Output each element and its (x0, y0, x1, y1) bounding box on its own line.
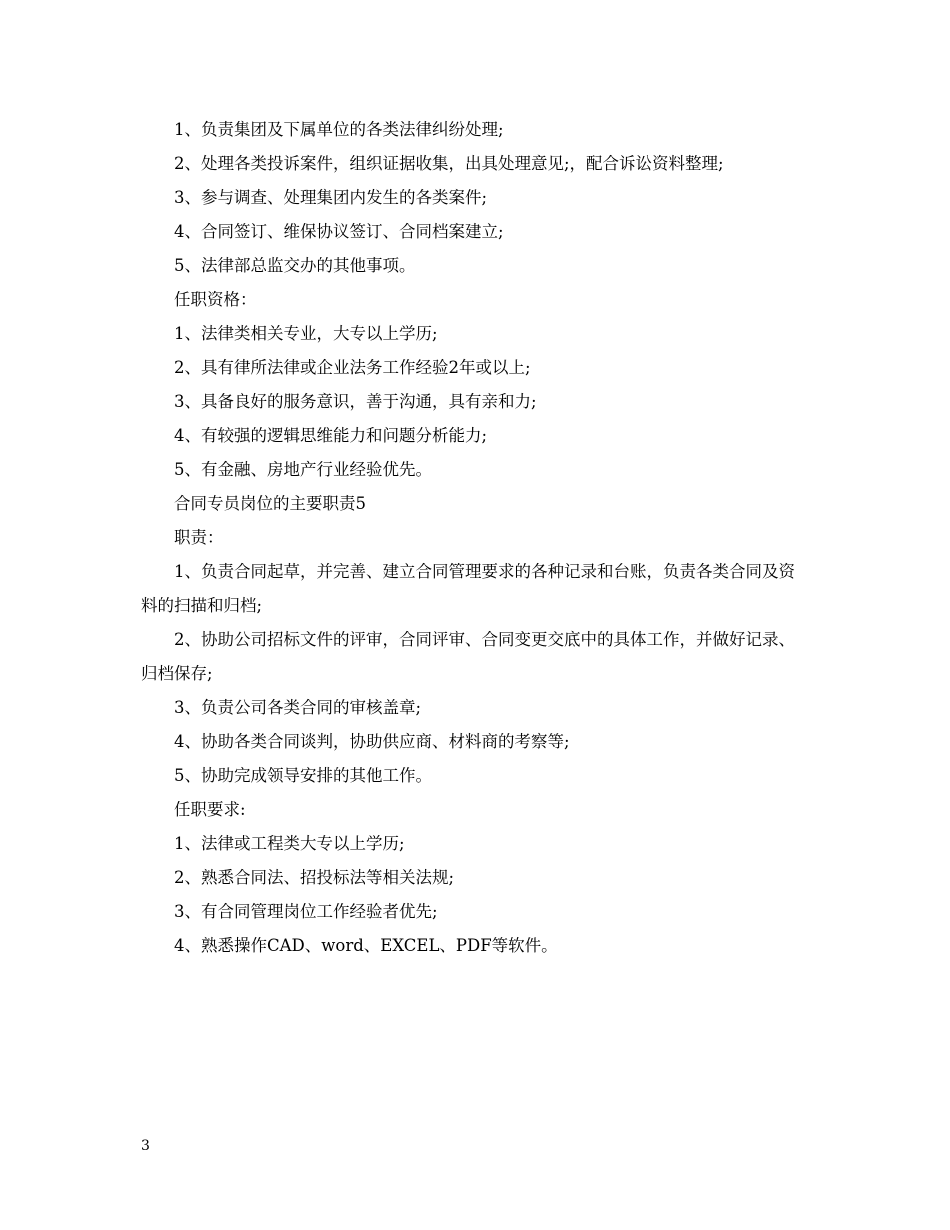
paragraph: 1、法律类相关专业，大专以上学历; (174, 324, 438, 343)
page-number: 3 (141, 1138, 150, 1154)
paragraph: 1、负责合同起草，并完善、建立合同管理要求的各种记录和台账，负责各类合同及资料的扫描和归档; (141, 562, 795, 615)
paragraph: 3、负责公司各类合同的审核盖章; (174, 698, 422, 717)
paragraph: 1、法律或工程类大专以上学历; (174, 834, 405, 853)
paragraph: 1、负责集团及下属单位的各类法律纠纷处理; (174, 120, 504, 139)
paragraph: 4、熟悉操作CAD、word、EXCEL、PDF等软件。 (174, 936, 558, 955)
paragraph: 4、协助各类合同谈判，协助供应商、材料商的考察等; (174, 732, 570, 751)
paragraph: 4、有较强的逻辑思维能力和问题分析能力; (174, 426, 488, 445)
paragraph: 3、参与调查、处理集团内发生的各类案件; (174, 188, 488, 207)
section-title: 合同专员岗位的主要职责5 (174, 494, 366, 513)
section-heading: 任职要求: (174, 800, 246, 819)
paragraph: 5、有金融、房地产行业经验优先。 (174, 460, 432, 479)
paragraph: 2、具有律所法律或企业法务工作经验2年或以上; (174, 358, 531, 377)
section-heading: 职责： (174, 528, 224, 547)
paragraph: 3、有合同管理岗位工作经验者优先; (174, 902, 438, 921)
section-heading: 任职资格： (174, 290, 257, 309)
paragraph: 2、熟悉合同法、招投标法等相关法规; (174, 868, 455, 887)
paragraph: 3、具备良好的服务意识，善于沟通，具有亲和力; (174, 392, 537, 411)
paragraph: 2、处理各类投诉案件，组织证据收集，出具处理意见;，配合诉讼资料整理; (174, 154, 724, 173)
paragraph: 5、法律部总监交办的其他事项。 (174, 256, 416, 275)
document-body (141, 113, 811, 963)
paragraph: 4、合同签订、维保协议签订、合同档案建立; (174, 222, 504, 241)
paragraph: 5、协助完成领导安排的其他工作。 (174, 766, 432, 785)
paragraph: 2、协助公司招标文件的评审，合同评审、合同变更交底中的具体工作，并做好记录、归档保存; (141, 630, 795, 683)
